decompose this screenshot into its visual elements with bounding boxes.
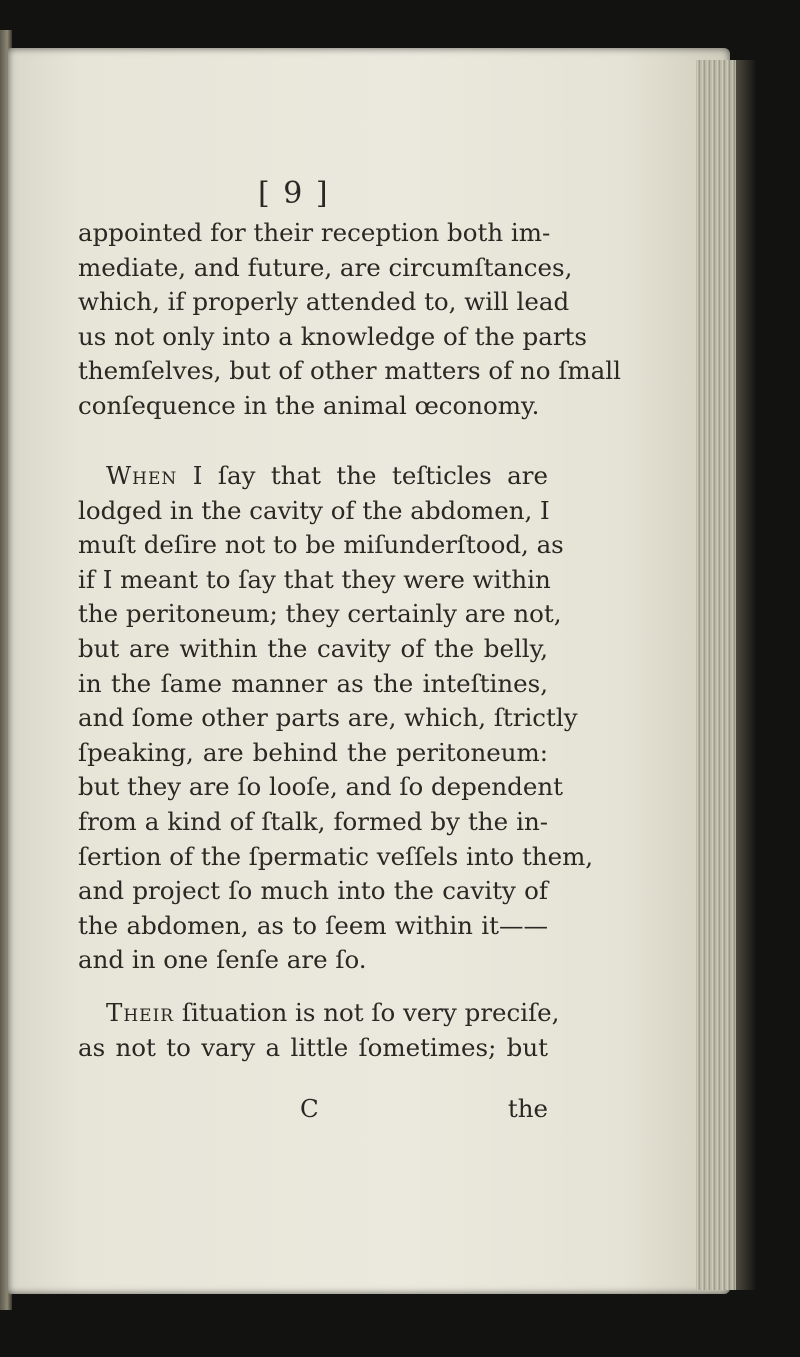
text-line: ſertion of the ſpermatic veſſels into them, [78, 841, 594, 871]
lead-word: Their [106, 998, 175, 1027]
text-line: and project ſo much into the cavity of [78, 876, 548, 906]
text-line: but they are ſo looſe, and ſo dependent [78, 772, 563, 802]
text-line: ſpeaking, are behind the peritoneum: [78, 737, 548, 767]
text-line: as not to vary a little ſometimes; but [78, 1032, 548, 1062]
text-line [78, 459, 548, 494]
text-line: from a kind of ſtalk, formed by the in- [78, 806, 548, 836]
text-line: muſt deſire not to be miſunderſtood, as [78, 530, 564, 560]
text-line: the abdomen, as to ſeem within it—— [78, 910, 548, 940]
fore-edge-shadow [736, 60, 756, 1290]
text-line: and in one ſenſe are ſo. [78, 945, 367, 975]
text-line: appointed for their reception both im- [78, 218, 551, 247]
fore-edge-pages [696, 60, 740, 1290]
catchword: the [507, 1094, 548, 1123]
text-line: lodged in the cavity of the abdomen, I [78, 495, 550, 525]
text-line [78, 996, 560, 1031]
text-line-rest: I ſay that the teſticles are [177, 461, 548, 490]
text-line: in the ſame manner as the inteſtines, [78, 668, 548, 698]
text-line: but are within the cavity of the belly, [78, 633, 548, 663]
text-line: which, if properly attended to, will lead [78, 287, 570, 317]
paragraph-three [78, 996, 560, 1065]
text-line: mediate, and future, are circumſtances, [78, 252, 573, 282]
text-line: if I meant to ſay that they were within [78, 564, 551, 594]
text-line: and ſome other parts are, which, ſtrictly [78, 703, 578, 733]
text-line: themſelves, but of other matters of no ſmall [78, 356, 621, 386]
text-line: conſequence in the animal œconomy. [78, 390, 540, 420]
paragraph-continuation [78, 216, 621, 424]
text-line: us not only into a knowledge of the parts [78, 321, 587, 351]
paragraph-two [78, 459, 594, 978]
text-line: the peritoneum; they certainly are not, [78, 599, 562, 629]
signature-mark: C [300, 1094, 319, 1123]
lead-word: When [106, 461, 178, 490]
page-number: [ 9 ] [258, 176, 330, 211]
text-line-rest: ſituation is not ſo very preciſe, [174, 998, 560, 1027]
